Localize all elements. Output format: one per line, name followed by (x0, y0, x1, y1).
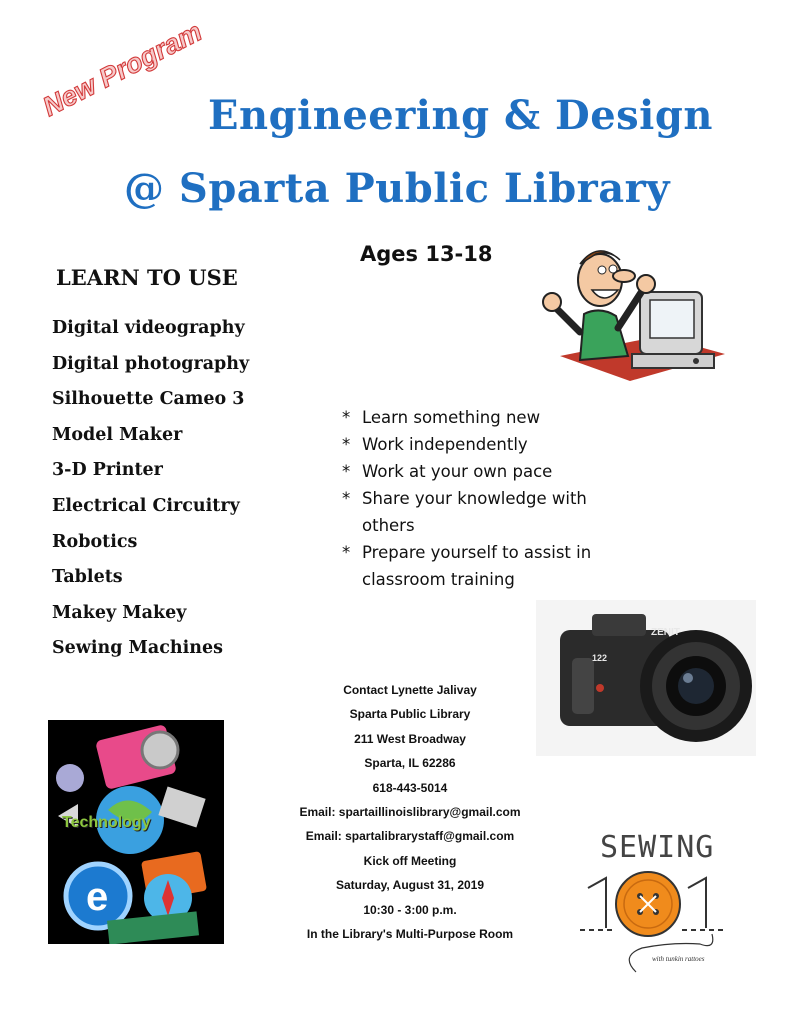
bullet-marker: * (342, 543, 351, 562)
contact-line: 10:30 - 3:00 p.m. (363, 902, 457, 917)
contact-line: Sparta Public Library (349, 707, 471, 722)
list-item: * Learn something new (342, 404, 642, 431)
contact-line: Saturday, August 31, 2019 (335, 878, 485, 893)
list-item: Tablets (52, 567, 123, 588)
contact-line: In the Library's Multi-Purpose Room (306, 926, 514, 941)
svg-text:e: e (86, 875, 109, 919)
bullet-marker: * (342, 489, 351, 508)
bullet-marker: * (342, 408, 351, 427)
camera-photo (536, 600, 756, 756)
contact-line: 618-443-5014 (372, 780, 448, 795)
list-item: * Work independently (342, 431, 642, 458)
camera-brand: ZENIT (651, 627, 680, 638)
computer-user-illustration (540, 236, 730, 386)
contact-line: Contact Lynette Jalivay (343, 683, 477, 697)
page-title-line2: @ Sparta Public Library (124, 165, 670, 212)
contact-line: Kick off Meeting (363, 853, 457, 868)
tools-list (52, 314, 322, 670)
list-item: * Work at your own pace (342, 458, 642, 485)
list-item: Digital photography (52, 353, 250, 374)
list-item: 3-D Printer (52, 460, 163, 481)
age-range: Ages 13-18 (360, 242, 493, 266)
technology-label: Technology (62, 814, 151, 831)
technology-collage (48, 720, 224, 944)
contact-block (280, 682, 540, 950)
new-program-badge: New Program (37, 16, 207, 123)
list-item: * Prepare yourself to assist in classroom training (342, 539, 642, 593)
list-item: Robotics (52, 531, 138, 552)
contact-line: Sparta, IL 62286 (364, 756, 456, 771)
contact-line: 211 West Broadway (354, 731, 466, 746)
contact-line: Email: spartalibrarystaff@gmail.com (305, 829, 515, 844)
contact-line: Email: spartaillinoislibrary@gmail.com (299, 804, 521, 819)
list-item: Model Maker (52, 424, 183, 445)
sewing-tagline: with tunkin rattoes (652, 955, 705, 963)
benefits-list (342, 404, 642, 593)
list-item: Silhouette Cameo 3 (52, 389, 245, 410)
bullet-marker: * (342, 435, 351, 454)
learn-heading: LEARN TO USE (56, 265, 238, 290)
bullet-marker: * (342, 462, 351, 481)
camera-number: 122 (592, 653, 608, 663)
list-item: Electrical Circuitry (52, 495, 240, 516)
page-title-line1: Engineering & Design (208, 92, 713, 139)
list-item: Sewing Machines (52, 638, 223, 659)
list-item: * Share your knowledge with others (342, 485, 642, 539)
sewing-title: SEWING (600, 830, 715, 865)
list-item: Makey Makey (52, 602, 187, 623)
list-item: Digital videography (52, 318, 245, 338)
